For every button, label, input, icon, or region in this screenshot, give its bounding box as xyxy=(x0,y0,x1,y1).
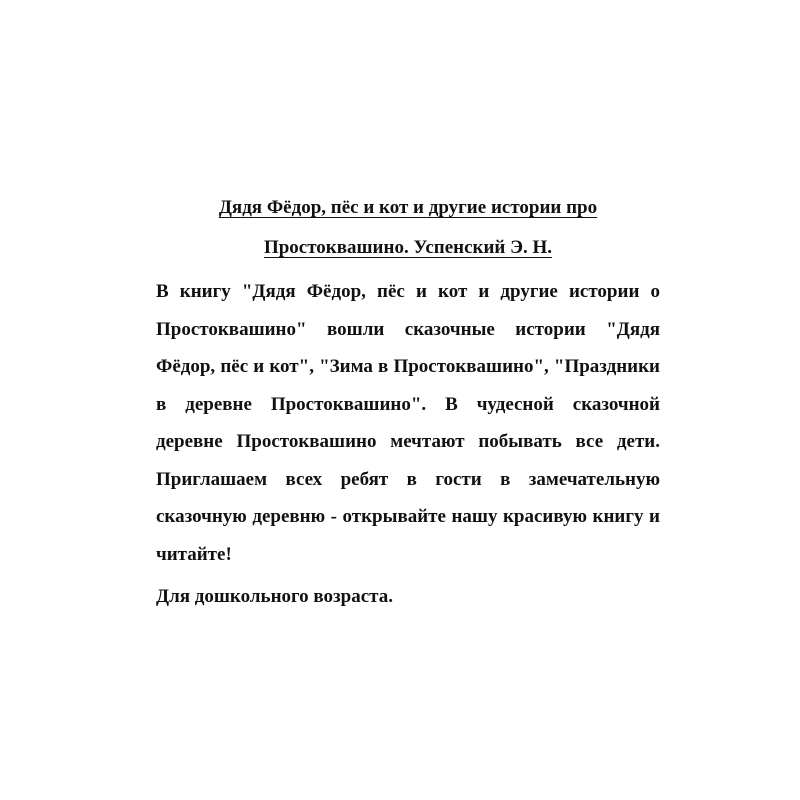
book-title-line-1: Дядя Фёдор, пёс и кот и другие истории про xyxy=(218,197,598,218)
book-title-line-2: Простоквашино. Успенский Э. Н. xyxy=(263,237,553,258)
audience-note: Для дошкольного возраста. xyxy=(156,586,393,607)
book-annotation xyxy=(156,188,660,616)
book-description: В книгу "Дядя Фёдор, пёс и кот и другие истории о Простоквашино" вошли сказочные истории "Дядя Фёдор, пёс и кот", "Зима в Простоквашино", "Праздники в деревне Простоквашино". В чудесной сказочной деревне Простоквашино мечтают побывать все дети. Приглашаем всех ребят в гости в замечательную сказочную деревню - открывайте нашу красивую книгу и читайте! xyxy=(156,281,660,565)
book-title xyxy=(156,188,660,268)
